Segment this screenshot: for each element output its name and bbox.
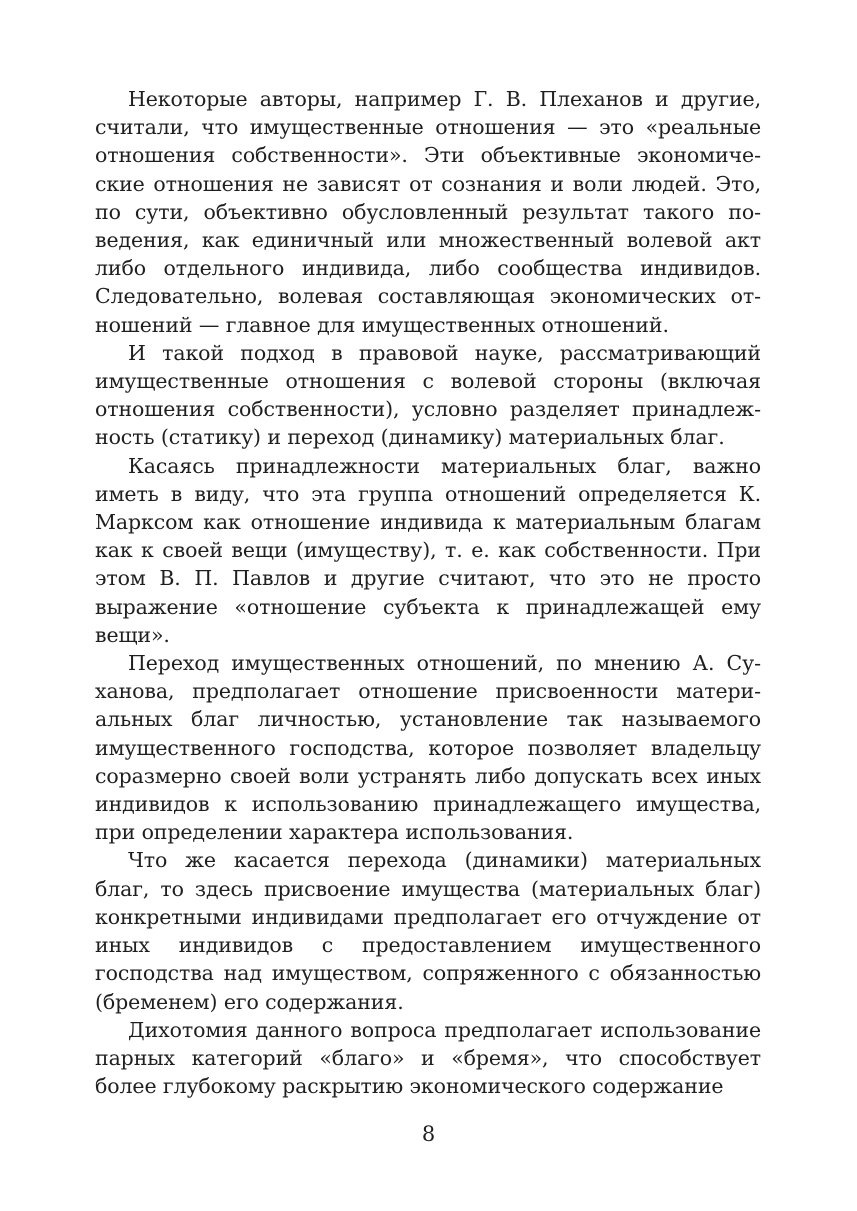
paragraph-1: Некоторые авторы, например Г. В. Плеханов и другие, считали, что имущественные отношения — это «реальные отношения собственности». Эти объективные экономические отношения не зависят от сознания и воли людей. Это, по сути, объективно обусловленный результат такого поведения, как единичный или множественный волевой акт либо отдельного индивида, либо сообщества индивидов. Следовательно, волевая составляющая экономических отношений — главное для имущественных отношений. bbox=[95, 87, 761, 337]
paragraph-4: Переход имущественных отношений, по мнению А. Суханова, предполагает отношение присвоенности материальных благ личностью, установление так называемого имущественного господства, которое позволяет владельцу соразмерно своей воли устранять либо допускать всех иных индивидов к использованию принадлежащего имущества, при определении характера использования. bbox=[95, 651, 761, 845]
paragraph-5: Что же касается перехода (динамики) материальных благ, то здесь присвоение имущества (материальных благ) конкретными индивидами предполагает его отчуждение от иных индивидов с предоставлением имущественного господства над имуществом, сопряженного с обязанностью (бременем) его содержания. bbox=[95, 848, 761, 1014]
paragraph-2: И такой подход в правовой науке, рассматривающий имущественные отношения с волевой стороны (включая отношения собственности), условно разделяет принадлежность (статику) и переход (динамику) материальных благ. bbox=[95, 340, 761, 450]
paragraph-6: Дихотомия данного вопроса предполагает использование парных категорий «благо» и «бремя», что способствует более глубокому раскрытию экономического содержание bbox=[95, 1017, 761, 1099]
page-body bbox=[95, 85, 761, 1100]
paragraph-3: Касаясь принадлежности материальных благ, важно иметь в виду, что эта группа отношений определяется К. Марксом как отношение индивида к материальным благам как к своей вещи (имуществу), т. е. как собственности. При этом В. П. Павлов и другие считают, что это не просто выражение «отношение субъекта к принадлежащей ему вещи». bbox=[95, 453, 761, 647]
page-number: 8 bbox=[421, 1122, 436, 1146]
